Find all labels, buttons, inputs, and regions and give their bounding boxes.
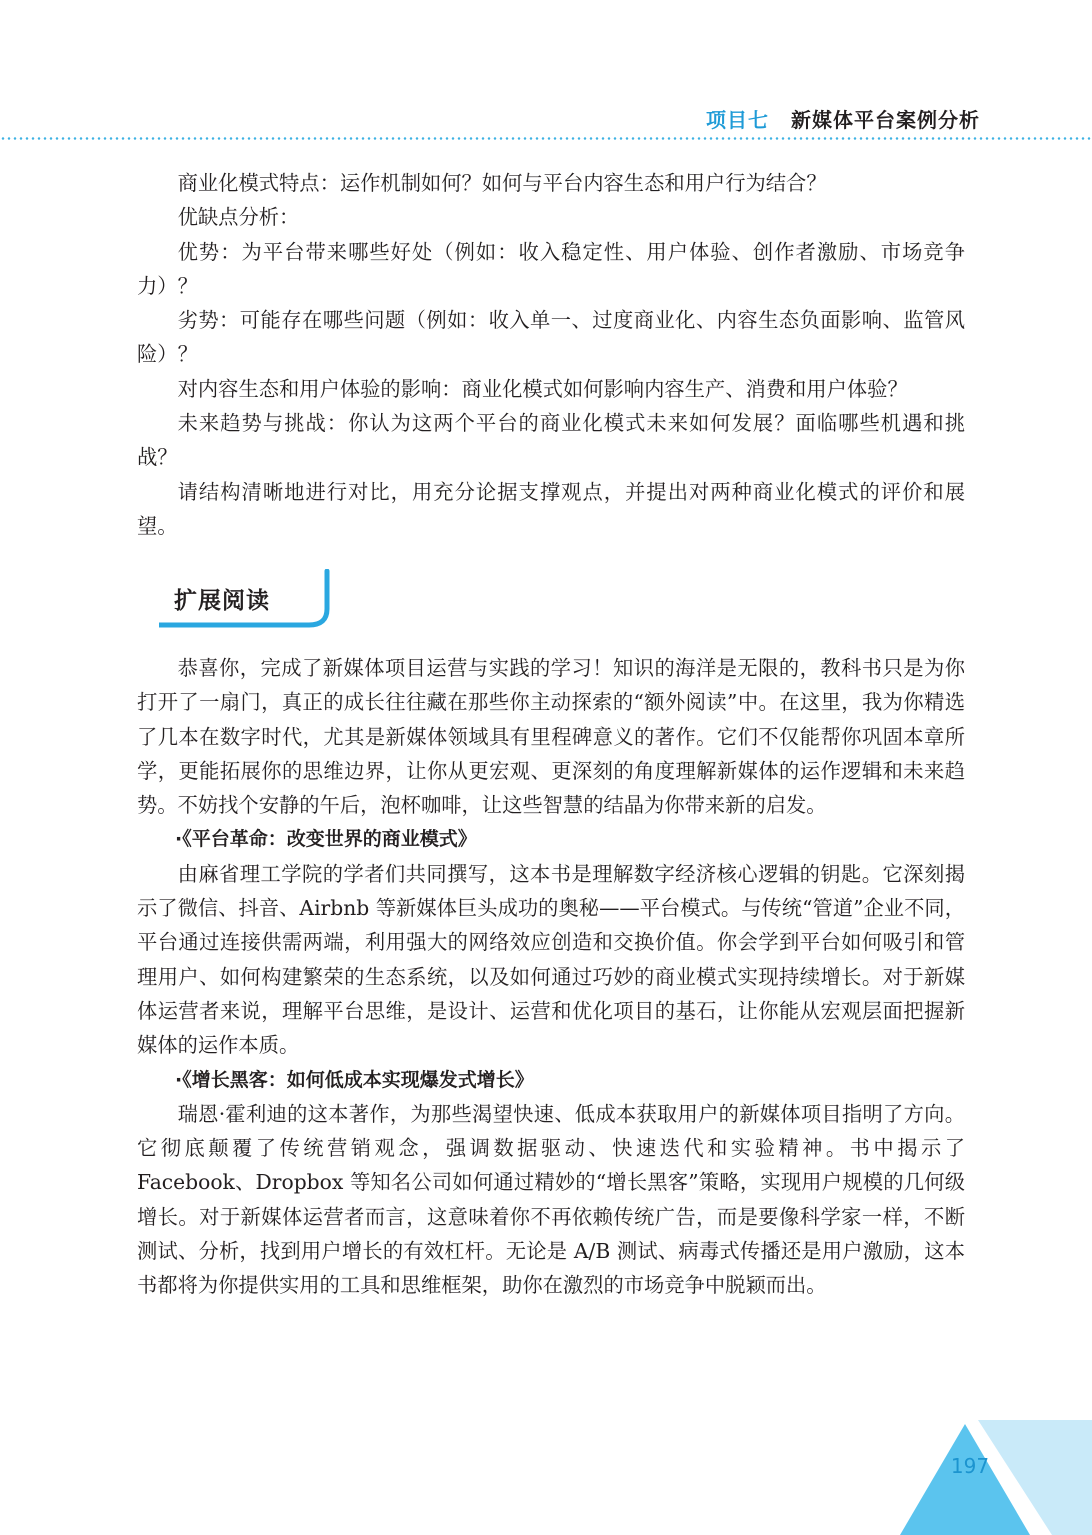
section-banner	[159, 569, 449, 631]
paragraph: 优势：为平台带来哪些好处（例如：收入稳定性、用户体验、创作者激励、市场竞争力）？	[137, 239, 965, 298]
extended-reading-section	[137, 651, 965, 1303]
header-title	[706, 104, 980, 133]
book-description: 由麻省理工学院的学者们共同撰写，这本书是理解数字经济核心逻辑的钥匙。它深刻揭示了微信、抖音、Airbnb 等新媒体巨头成功的奥秘——平台模式。与传统“管道”企业不同，平台通过连接供需两端，利用强大的网络效应创造和交换价值。你会学到平台如何吸引和管理用户、如何构建繁荣的生态系统，以及如何通过巧妙的商业模式实现持续增长。对于新媒体运营者来说，理解平台思维，是设计、运营和优化项目的基石，让你能从宏观层面把握新媒体的运作本质。	[137, 861, 965, 1058]
intro-paragraph: 恭喜你，完成了新媒体项目运营与实践的学习！知识的海洋是无限的，教科书只是为你打开了一扇门，真正的成长往往藏在那些你主动探索的“额外阅读”中。在这里，我为你精选了几本在数字时代，尤其是新媒体领域具有里程碑意义的著作。它们不仅能帮你巩固本章所学，更能拓展你的思维边界，让你从更宏观、更深刻的角度理解新媒体的运作逻辑和未来趋势。不妨找个安静的午后，泡杯咖啡，让这些智慧的结晶为你带来新的启发。	[137, 656, 965, 818]
paragraph: 劣势：可能存在哪些问题（例如：收入单一、过度商业化、内容生态负面影响、监管风险）？	[137, 308, 965, 367]
assignment-section	[137, 166, 965, 543]
header-chapter-name: 新媒体平台案例分析	[791, 108, 980, 132]
page-number: 197	[950, 1454, 990, 1478]
header-dotted-rule	[0, 137, 1092, 140]
paragraph: 对内容生态和用户体验的影响：商业化模式如何影响内容生产、消费和用户体验？	[177, 376, 908, 401]
paragraph: 请结构清晰地进行对比，用充分论据支撑观点，并提出对两种商业化模式的评价和展望。	[137, 479, 965, 538]
book-title: ·《平台革命：改变世界的商业模式》	[175, 828, 477, 851]
paragraph: 商业化模式特点：运作机制如何？如何与平台内容生态和用户行为结合？	[177, 171, 827, 195]
running-header	[0, 104, 1092, 136]
section-title: 扩展阅读	[174, 588, 270, 614]
header-project: 项目七	[706, 108, 769, 132]
book-description: 瑞恩·霍利迪的这本著作，为那些渴望快速、低成本获取用户的新媒体项目指明了方向。它彻底颠覆了传统营销观念，强调数据驱动、快速迭代和实验精神。书中揭示了 Facebook、Dropbox 等知名公司如何通过精妙的“增长黑客”策略，实现用户规模的几何级增长。对于新媒体运营者而言，这意味着你不再依赖传统广告，而是要像科学家一样，不断测试、分析，找到用户增长的有效杠杆。无论是 A/B 测试、病毒式传播还是用户激励，这本书都将为你提供实用的工具和思维框架，助你在激烈的市场竞争中脱颖而出。	[137, 1101, 965, 1298]
paragraph: 未来趋势与挑战：你认为这两个平台的商业化模式未来如何发展？面临哪些机遇和挑战？	[137, 411, 965, 470]
paragraph: 优缺点分析：	[177, 205, 300, 230]
book-title: ·《增长黑客：如何低成本实现爆发式增长》	[175, 1068, 534, 1091]
